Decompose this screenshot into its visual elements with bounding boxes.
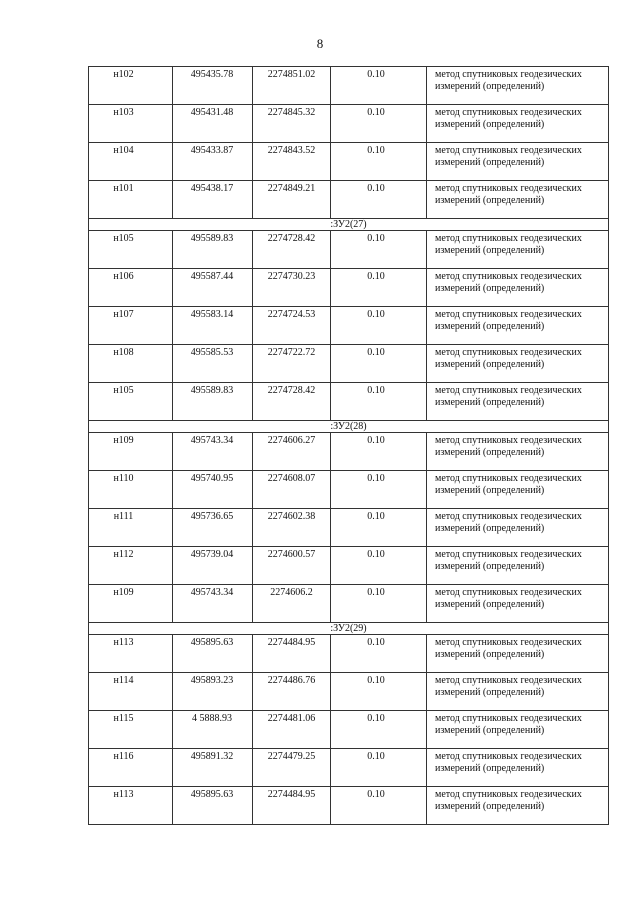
method-cell: метод спутниковых геодезических измерений (определений) — [427, 105, 609, 143]
table-row — [89, 787, 609, 825]
method-cell: метод спутниковых геодезических измерений (определений) — [427, 433, 609, 471]
accuracy-cell: 0.10 — [331, 787, 427, 825]
y-coordinate-cell: 2274600.57 — [253, 547, 331, 585]
accuracy-cell: 0.10 — [331, 509, 427, 547]
point-name-cell: н104 — [89, 143, 173, 181]
y-coordinate-cell: 2274486.76 — [253, 673, 331, 711]
y-coordinate-cell: 2274606.27 — [253, 433, 331, 471]
x-coordinate-cell: 495431.48 — [173, 105, 253, 143]
point-name-cell: н110 — [89, 471, 173, 509]
method-cell: метод спутниковых геодезических измерений (определений) — [427, 67, 609, 105]
y-coordinate-cell: 2274484.95 — [253, 787, 331, 825]
section-label: :ЗУ2(29) — [89, 623, 609, 635]
method-cell: метод спутниковых геодезических измерений (определений) — [427, 307, 609, 345]
x-coordinate-cell: 495736.65 — [173, 509, 253, 547]
point-name-cell: н109 — [89, 433, 173, 471]
x-coordinate-cell: 495740.95 — [173, 471, 253, 509]
method-cell: метод спутниковых геодезических измерений (определений) — [427, 143, 609, 181]
accuracy-cell: 0.10 — [331, 105, 427, 143]
page-number: 8 — [316, 36, 324, 51]
table-row — [89, 749, 609, 787]
section-label: :ЗУ2(28) — [89, 421, 609, 433]
point-name-cell: н105 — [89, 231, 173, 269]
accuracy-cell: 0.10 — [331, 471, 427, 509]
y-coordinate-cell: 2274608.07 — [253, 471, 331, 509]
method-cell: метод спутниковых геодезических измерений (определений) — [427, 635, 609, 673]
section-header-row — [89, 421, 609, 433]
accuracy-cell: 0.10 — [331, 307, 427, 345]
method-cell: метод спутниковых геодезических измерений (определений) — [427, 383, 609, 421]
table-row — [89, 307, 609, 345]
table-row — [89, 231, 609, 269]
x-coordinate-cell: 495895.63 — [173, 635, 253, 673]
point-name-cell: н112 — [89, 547, 173, 585]
accuracy-cell: 0.10 — [331, 181, 427, 219]
accuracy-cell: 0.10 — [331, 547, 427, 585]
x-coordinate-cell: 495893.23 — [173, 673, 253, 711]
y-coordinate-cell: 2274728.42 — [253, 383, 331, 421]
accuracy-cell: 0.10 — [331, 231, 427, 269]
accuracy-cell: 0.10 — [331, 433, 427, 471]
y-coordinate-cell: 2274851.02 — [253, 67, 331, 105]
accuracy-cell: 0.10 — [331, 585, 427, 623]
table-row — [89, 143, 609, 181]
point-name-cell: н115 — [89, 711, 173, 749]
x-coordinate-cell: 495433.87 — [173, 143, 253, 181]
table-row — [89, 635, 609, 673]
table-row — [89, 673, 609, 711]
method-cell: метод спутниковых геодезических измерений (определений) — [427, 547, 609, 585]
table-row — [89, 711, 609, 749]
accuracy-cell: 0.10 — [331, 383, 427, 421]
x-coordinate-cell: 495743.34 — [173, 433, 253, 471]
method-cell: метод спутниковых геодезических измерений (определений) — [427, 585, 609, 623]
y-coordinate-cell: 2274845.32 — [253, 105, 331, 143]
method-cell: метод спутниковых геодезических измерений (определений) — [427, 181, 609, 219]
y-coordinate-cell: 2274606.2 — [253, 585, 331, 623]
y-coordinate-cell: 2274481.06 — [253, 711, 331, 749]
accuracy-cell: 0.10 — [331, 635, 427, 673]
point-name-cell: н107 — [89, 307, 173, 345]
table-row — [89, 471, 609, 509]
accuracy-cell: 0.10 — [331, 673, 427, 711]
point-name-cell: н116 — [89, 749, 173, 787]
accuracy-cell: 0.10 — [331, 67, 427, 105]
section-label: :ЗУ2(27) — [89, 219, 609, 231]
y-coordinate-cell: 2274722.72 — [253, 345, 331, 383]
accuracy-cell: 0.10 — [331, 269, 427, 307]
table-row — [89, 585, 609, 623]
y-coordinate-cell: 2274843.52 — [253, 143, 331, 181]
method-cell: метод спутниковых геодезических измерений (определений) — [427, 787, 609, 825]
table-row — [89, 105, 609, 143]
point-name-cell: н102 — [89, 67, 173, 105]
point-name-cell: н106 — [89, 269, 173, 307]
point-name-cell: н113 — [89, 635, 173, 673]
x-coordinate-cell: 495585.53 — [173, 345, 253, 383]
method-cell: метод спутниковых геодезических измерений (определений) — [427, 673, 609, 711]
y-coordinate-cell: 2274479.25 — [253, 749, 331, 787]
point-name-cell: н101 — [89, 181, 173, 219]
point-name-cell: н111 — [89, 509, 173, 547]
table-row — [89, 383, 609, 421]
table-row — [89, 269, 609, 307]
x-coordinate-cell: 495438.17 — [173, 181, 253, 219]
x-coordinate-cell: 495589.83 — [173, 231, 253, 269]
method-cell: метод спутниковых геодезических измерений (определений) — [427, 269, 609, 307]
accuracy-cell: 0.10 — [331, 749, 427, 787]
coordinates-table-body — [89, 67, 609, 825]
section-header-row — [89, 219, 609, 231]
table-row — [89, 433, 609, 471]
y-coordinate-cell: 2274728.42 — [253, 231, 331, 269]
point-name-cell: н109 — [89, 585, 173, 623]
method-cell: метод спутниковых геодезических измерений (определений) — [427, 749, 609, 787]
x-coordinate-cell: 495587.44 — [173, 269, 253, 307]
y-coordinate-cell: 2274602.38 — [253, 509, 331, 547]
y-coordinate-cell: 2274484.95 — [253, 635, 331, 673]
x-coordinate-cell: 4 5888.93 — [173, 711, 253, 749]
accuracy-cell: 0.10 — [331, 143, 427, 181]
y-coordinate-cell: 2274849.21 — [253, 181, 331, 219]
y-coordinate-cell: 2274724.53 — [253, 307, 331, 345]
accuracy-cell: 0.10 — [331, 711, 427, 749]
method-cell: метод спутниковых геодезических измерений (определений) — [427, 509, 609, 547]
coordinates-table — [88, 66, 609, 825]
x-coordinate-cell: 495891.32 — [173, 749, 253, 787]
x-coordinate-cell: 495589.83 — [173, 383, 253, 421]
table-row — [89, 345, 609, 383]
table-row — [89, 181, 609, 219]
point-name-cell: н108 — [89, 345, 173, 383]
x-coordinate-cell: 495743.34 — [173, 585, 253, 623]
accuracy-cell: 0.10 — [331, 345, 427, 383]
method-cell: метод спутниковых геодезических измерений (определений) — [427, 471, 609, 509]
table-row — [89, 67, 609, 105]
point-name-cell: н113 — [89, 787, 173, 825]
method-cell: метод спутниковых геодезических измерений (определений) — [427, 345, 609, 383]
method-cell: метод спутниковых геодезических измерений (определений) — [427, 711, 609, 749]
x-coordinate-cell: 495895.63 — [173, 787, 253, 825]
x-coordinate-cell: 495739.04 — [173, 547, 253, 585]
point-name-cell: н105 — [89, 383, 173, 421]
section-header-row — [89, 623, 609, 635]
x-coordinate-cell: 495583.14 — [173, 307, 253, 345]
table-row — [89, 509, 609, 547]
method-cell: метод спутниковых геодезических измерений (определений) — [427, 231, 609, 269]
point-name-cell: н103 — [89, 105, 173, 143]
point-name-cell: н114 — [89, 673, 173, 711]
table-row — [89, 547, 609, 585]
x-coordinate-cell: 495435.78 — [173, 67, 253, 105]
y-coordinate-cell: 2274730.23 — [253, 269, 331, 307]
